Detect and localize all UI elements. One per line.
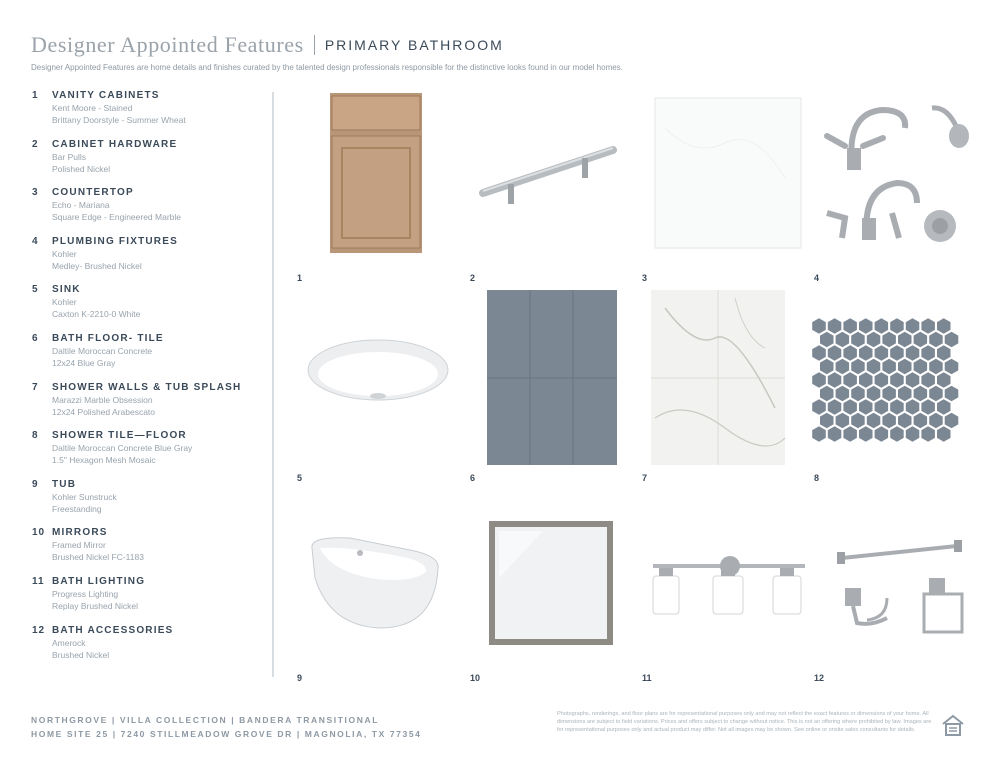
feature-title: COUNTERTOP <box>52 187 134 199</box>
feature-item <box>32 333 262 382</box>
bath-accessories-image <box>807 488 977 683</box>
image-cell <box>635 488 805 683</box>
footer-community: NORTHGROVE | VILLA COLLECTION | BANDERA TRANSITIONAL <box>31 715 379 725</box>
hexagon-mosaic-image <box>807 288 977 483</box>
feature-number: 8 <box>32 430 39 442</box>
feature-title: VANITY CABINETS <box>52 90 160 101</box>
title-divider <box>314 35 315 55</box>
feature-detail: 12x24 Polished Arabescato <box>52 406 156 417</box>
image-number: 2 <box>470 273 476 283</box>
image-number: 10 <box>470 673 481 683</box>
feature-detail: Kohler <box>52 297 77 308</box>
feature-detail: Marazzi Marble Obsession <box>52 394 153 405</box>
feature-detail: 1.5" Hexagon Mesh Mosaic <box>52 455 156 466</box>
feature-detail: Echo - Mariana <box>52 200 110 211</box>
feature-item <box>32 90 262 139</box>
countertop-image <box>635 88 805 283</box>
image-cell <box>807 288 977 483</box>
feature-title: BATH LIGHTING <box>52 575 146 587</box>
feature-detail: Replay Brushed Nickel <box>52 600 138 611</box>
footer-home-site: HOME SITE 25 | 7240 STILLMEADOW GROVE DR | MAGNOLIA, TX 77354 <box>31 729 422 739</box>
feature-item <box>32 625 262 674</box>
footer-disclaimer: Photographs, renderings, and floor plans are for representational purposes only and may not reflect the exact features or dimensions of your home. All dimensions are subject to field variations. Prices and offers subject to change without notice. This is not an offering where prohibited by law. Images are for representational purposes only and actual product may differ. Not all images may be shown. See online or onsite sales consultants for details. <box>557 711 932 733</box>
feature-title: BATH FLOOR- TILE <box>52 332 164 344</box>
title-row <box>31 32 971 58</box>
image-number: 5 <box>297 473 303 483</box>
image-cell <box>290 88 460 283</box>
feature-detail: Polished Nickel <box>52 163 111 174</box>
feature-number: 3 <box>32 187 39 199</box>
feature-number: 12 <box>32 624 46 636</box>
feature-title: MIRRORS <box>52 527 108 539</box>
page-header <box>31 32 971 72</box>
feature-title: SINK <box>52 284 81 296</box>
faucet-fixtures-image <box>807 88 977 283</box>
feature-detail: Kohler Sunstruck <box>52 491 117 502</box>
feature-item <box>32 236 262 285</box>
feature-number: 1 <box>32 90 39 101</box>
page-subtitle: PRIMARY BATHROOM <box>324 37 504 53</box>
image-number: 9 <box>297 673 303 683</box>
image-cell <box>635 88 805 283</box>
feature-detail: Caxton K-2210-0 White <box>52 309 141 320</box>
feature-number: 2 <box>32 138 39 150</box>
image-cell <box>463 488 633 683</box>
feature-number: 10 <box>32 527 46 539</box>
image-cell <box>290 288 460 483</box>
feature-detail: Amerock <box>52 637 86 648</box>
intro-text: Designer Appointed Features are home details and finishes curated by the talented design professionals responsible for the distinctive looks found in our model homes. <box>31 63 623 72</box>
image-number: 8 <box>814 473 820 483</box>
image-cell <box>635 288 805 483</box>
feature-detail: Brushed Nickel FC-1183 <box>52 552 144 563</box>
feature-item <box>32 479 262 528</box>
feature-detail: Framed Mirror <box>52 540 106 551</box>
feature-title: PLUMBING FIXTURES <box>52 235 178 247</box>
image-cell <box>463 88 633 283</box>
feature-title: SHOWER WALLS & TUB SPLASH <box>52 381 242 393</box>
feature-number: 6 <box>32 332 39 344</box>
image-cell <box>463 288 633 483</box>
feature-detail: Medley- Brushed Nickel <box>52 260 142 271</box>
image-number: 3 <box>642 273 648 283</box>
feature-number: 7 <box>32 381 39 393</box>
feature-detail: Bar Pulls <box>52 151 87 162</box>
feature-item <box>32 576 262 625</box>
sink-image <box>290 288 460 483</box>
feature-title: BATH ACCESSORIES <box>52 624 174 636</box>
feature-item <box>32 139 262 188</box>
page-title: Designer Appointed Features <box>31 32 304 57</box>
feature-title: CABINET HARDWARE <box>52 138 178 150</box>
feature-number: 11 <box>32 575 45 587</box>
feature-detail: Daltile Moroccan Concrete <box>52 345 153 356</box>
image-number: 6 <box>470 473 476 483</box>
feature-detail: Kohler <box>52 248 77 259</box>
marble-tile-image <box>635 288 805 483</box>
feature-title: TUB <box>52 478 77 490</box>
image-cell <box>290 488 460 683</box>
feature-detail: 12x24 Blue Gray <box>52 357 116 368</box>
feature-number: 9 <box>32 478 39 490</box>
image-number: 4 <box>814 273 820 283</box>
section-divider <box>272 92 274 677</box>
feature-detail: Daltile Moroccan Concrete Blue Gray <box>52 443 193 454</box>
feature-item <box>32 187 262 236</box>
vanity-light-image <box>635 488 805 683</box>
image-cell <box>807 488 977 683</box>
image-number: 7 <box>642 473 648 483</box>
mirror-image <box>463 488 633 683</box>
feature-detail: Freestanding <box>52 503 102 514</box>
image-number: 1 <box>297 273 303 283</box>
feature-item <box>32 430 262 479</box>
feature-title: SHOWER TILE—FLOOR <box>52 430 187 442</box>
feature-list <box>32 90 262 673</box>
image-number: 11 <box>642 673 652 683</box>
image-number: 12 <box>814 673 825 683</box>
feature-detail: Progress Lighting <box>52 588 119 599</box>
tub-image <box>290 488 460 683</box>
feature-number: 5 <box>32 284 39 296</box>
floor-tile-image <box>463 288 633 483</box>
cabinet-image <box>290 88 460 283</box>
footer-address <box>31 713 421 741</box>
feature-detail: Kent Moore - Stained <box>52 103 133 113</box>
feature-item <box>32 382 262 431</box>
image-cell <box>807 88 977 283</box>
feature-detail: Square Edge - Engineered Marble <box>52 212 181 223</box>
equal-housing-icon <box>941 713 965 737</box>
image-grid <box>290 88 980 683</box>
bar-pull-image <box>463 88 633 283</box>
feature-detail: Brittany Doorstyle - Summer Wheat <box>52 115 186 125</box>
feature-item <box>32 527 262 576</box>
feature-number: 4 <box>32 235 39 247</box>
feature-detail: Brushed Nickel <box>52 649 110 660</box>
feature-item <box>32 284 262 333</box>
